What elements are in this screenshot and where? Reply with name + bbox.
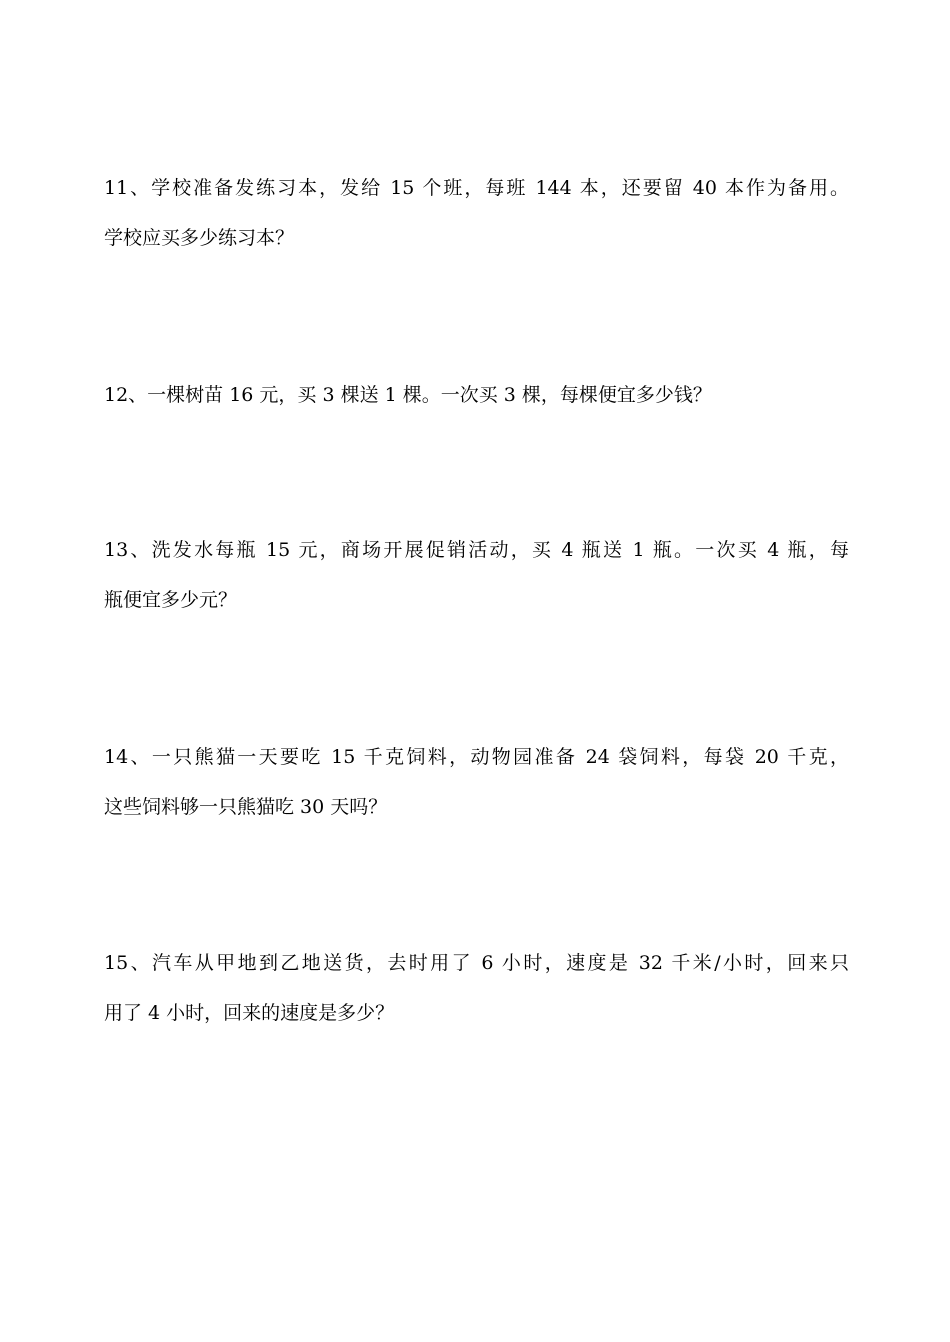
problem-15	[104, 938, 849, 1038]
problem-13-line-1: 13、洗发水每瓶 15 元，商场开展促销活动，买 4 瓶送 1 瓶。一次买 4 瓶，每	[104, 539, 849, 561]
problem-12-line-1: 12、一棵树苗 16 元，买 3 棵送 1 棵。一次买 3 棵，每棵便宜多少钱？	[104, 384, 712, 406]
problem-14-line-2: 这些饲料够一只熊猫吃 30 天吗？	[104, 796, 388, 818]
problem-13	[104, 525, 849, 625]
problem-11-line-2: 学校应买多少练习本？	[104, 227, 295, 249]
problem-11-line-1: 11、学校准备发练习本，发给 15 个班，每班 144 本，还要留 40 本作为备用。	[104, 177, 849, 199]
problem-15-line-1: 15、汽车从甲地到乙地送货，去时用了 6 小时，速度是 32 千米/小时，回来只	[104, 952, 849, 974]
problem-14	[104, 732, 849, 832]
problem-12	[104, 370, 849, 420]
problem-15-line-2: 用了 4 小时，回来的速度是多少？	[104, 1002, 395, 1024]
problem-14-line-1: 14、一只熊猫一天要吃 15 千克饲料，动物园准备 24 袋饲料，每袋 20 千克，	[104, 746, 849, 768]
problem-11	[104, 163, 849, 263]
problem-13-line-2: 瓶便宜多少元？	[104, 589, 238, 611]
